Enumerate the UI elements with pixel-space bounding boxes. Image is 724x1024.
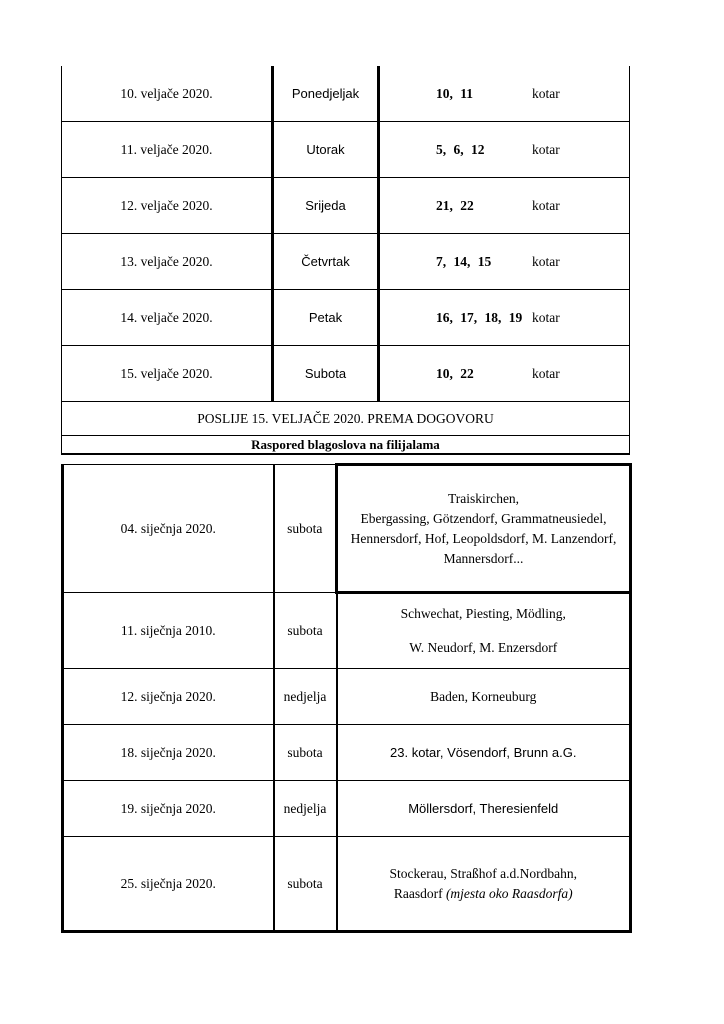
district-numbers: 10, 22 <box>436 365 474 381</box>
day-cell: Subota <box>273 346 379 402</box>
date-cell: 04. siječnja 2020. <box>63 465 274 593</box>
table-row <box>63 837 631 932</box>
district-numbers: 5, 6, 12 <box>436 141 485 157</box>
district-cell <box>379 346 630 402</box>
district-unit: kotar <box>532 141 560 157</box>
table-row <box>63 781 631 837</box>
date-cell: 13. veljače 2020. <box>62 234 273 290</box>
district-numbers: 10, 11 <box>436 85 474 101</box>
table-row <box>62 436 630 455</box>
district-numbers: 16, 17, 18, 19 <box>436 309 523 325</box>
place-line: Hennersdorf, Hof, Leopoldsdorf, M. Lanzendorf, <box>350 530 617 546</box>
place-line-spacer <box>338 624 630 638</box>
filial-schedule-table <box>61 463 632 933</box>
day-cell: nedjelja <box>274 669 337 725</box>
day-cell: Srijeda <box>273 178 379 234</box>
table-row <box>62 234 630 290</box>
day-cell: subota <box>274 465 337 593</box>
table-row <box>62 178 630 234</box>
table-row <box>62 122 630 178</box>
date-cell: 12. siječnja 2020. <box>63 669 274 725</box>
table-row <box>63 465 631 593</box>
place-line: W. Neudorf, M. Enzersdorf <box>409 640 558 655</box>
place-text: Raasdorf <box>393 885 446 901</box>
places-cell <box>337 465 631 593</box>
after-note: POSLIJE 15. VELJAČE 2020. PREMA DOGOVORU <box>62 402 630 436</box>
place-line: Ebergassing, Götzendorf, Grammatneusiedel, <box>360 510 607 526</box>
day-cell: subota <box>274 593 337 669</box>
district-unit: kotar <box>532 85 560 101</box>
day-cell: subota <box>274 725 337 781</box>
table-row <box>62 402 630 436</box>
table-row <box>63 669 631 725</box>
day-cell: subota <box>274 837 337 932</box>
date-cell: 19. siječnja 2020. <box>63 781 274 837</box>
date-cell: 11. siječnja 2010. <box>63 593 274 669</box>
place-line: Möllersdorf, Theresienfeld <box>408 800 559 816</box>
date-cell: 10. veljače 2020. <box>62 66 273 122</box>
date-cell: 12. veljače 2020. <box>62 178 273 234</box>
district-numbers: 21, 22 <box>436 197 474 213</box>
date-cell: 15. veljače 2020. <box>62 346 273 402</box>
place-line: Mannersdorf... <box>443 550 524 566</box>
place-line: 23. kotar, Vösendorf, Brunn a.G. <box>390 744 577 760</box>
places-cell <box>337 837 631 932</box>
table-row <box>62 346 630 402</box>
weekday-schedule-table <box>61 66 630 455</box>
table-row <box>62 66 630 122</box>
places-cell <box>337 669 631 725</box>
district-cell <box>379 122 630 178</box>
date-cell: 11. veljače 2020. <box>62 122 273 178</box>
day-cell: nedjelja <box>274 781 337 837</box>
places-cell <box>337 725 631 781</box>
date-cell: 25. siječnja 2020. <box>63 837 274 932</box>
district-cell <box>379 234 630 290</box>
table-row <box>63 593 631 669</box>
places-cell <box>337 781 631 837</box>
district-numbers: 7, 14, 15 <box>436 253 492 269</box>
district-cell <box>379 290 630 346</box>
place-line: Stockerau, Straßhof a.d.Nordbahn, <box>389 865 577 881</box>
date-cell: 18. siječnja 2020. <box>63 725 274 781</box>
place-line <box>338 884 630 904</box>
day-cell: Utorak <box>273 122 379 178</box>
date-cell: 14. veljače 2020. <box>62 290 273 346</box>
place-line: Schwechat, Piesting, Mödling, <box>400 606 566 621</box>
district-unit: kotar <box>532 197 560 213</box>
place-line: Baden, Korneuburg <box>430 688 537 704</box>
filial-heading: Raspored blagoslova na filijalama <box>62 436 630 455</box>
table-row <box>62 290 630 346</box>
district-unit: kotar <box>532 309 560 325</box>
place-note: (mjesta oko Raasdorfa) <box>445 885 573 901</box>
district-cell <box>379 178 630 234</box>
district-unit: kotar <box>532 253 560 269</box>
day-cell: Četvrtak <box>273 234 379 290</box>
district-cell <box>379 66 630 122</box>
district-unit: kotar <box>532 365 560 381</box>
place-line: Traiskirchen, <box>447 490 520 506</box>
day-cell: Petak <box>273 290 379 346</box>
table-row <box>63 725 631 781</box>
day-cell: Ponedjeljak <box>273 66 379 122</box>
places-cell <box>337 593 631 669</box>
